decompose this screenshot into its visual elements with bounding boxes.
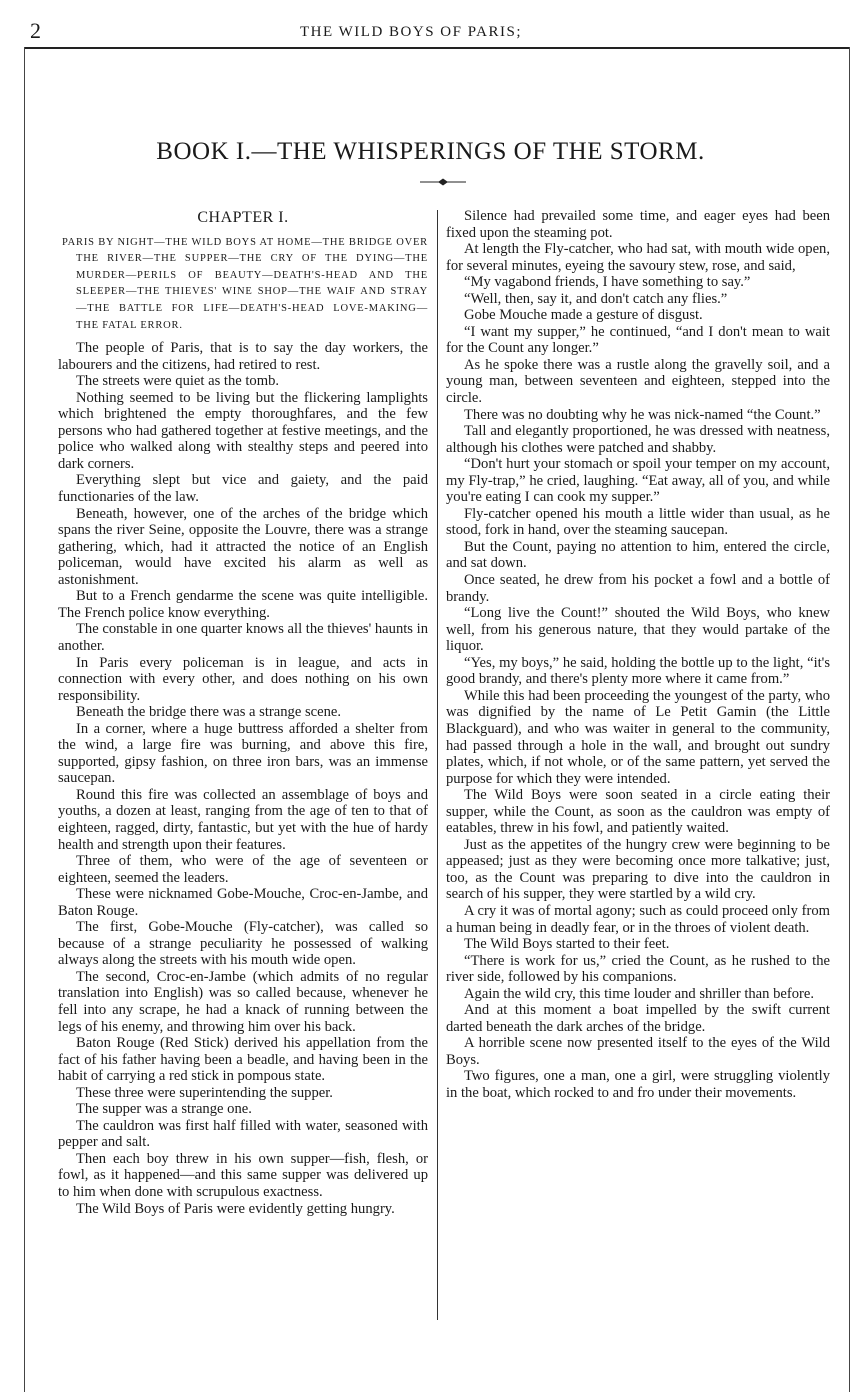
chapter-synopsis: PARIS BY NIGHT—THE WILD BOYS AT HOME—THE BRIDGE OVER THE RIVER—THE SUPPER—THE CRY OF THE DYING—THE MURDER—PERILS OF BEAUTY—DEATH'S-HEAD AND THE SLEEPER—THE THIEVES' WINE SHOP—THE WAIF AND STRAY—THE BATTLE FOR LIFE—DEATH'S-HEAD LOVE-MAKING—THE FATAL ERROR. <box>62 236 428 331</box>
paragraph: “Well, then, say it, and don't catch any flies.” <box>464 290 728 307</box>
column-divider <box>437 210 438 1320</box>
paragraph: Once seated, he drew from his pocket a fowl and a bottle of brandy. <box>446 572 830 605</box>
paragraph: The first, Gobe-Mouche (Fly-catcher), was called so because of a strange peculiarity he possessed of walking always along the streets with his mouth wide open. <box>58 919 428 969</box>
paragraph: These three were superintending the supper. <box>76 1084 333 1101</box>
paragraph: In a corner, where a huge buttress afforded a shelter from the wind, a large fire was burning, and above this fire, supported, gipsy fashion, on three iron bars, was an immense saucepan. <box>58 720 428 787</box>
paragraph: Then each boy threw in his own supper—fish, flesh, or fowl, as it happened—and this same supper was delivered up to him when done with scrupulous exactness. <box>58 1150 428 1200</box>
running-title: THE WILD BOYS OF PARIS; <box>300 24 523 40</box>
paragraph: Round this fire was collected an assemblage of boys and youths, a dozen at least, ranging from the age of ten to that of eighteen, ragged, dirty, fantastic, but yet with the hue of hardy health and strength upon their features. <box>58 786 428 853</box>
paragraph: At length the Fly-catcher, who had sat, with mouth wide open, for several minutes, eyeing the savoury stew, rose, and said, <box>446 241 830 274</box>
paragraph: But the Count, paying no attention to him, entered the circle, and sat down. <box>446 538 830 572</box>
paragraph: A cry it was of mortal agony; such as could proceed only from a human being in deadly fear, or in the throes of violent death. <box>446 902 830 936</box>
paragraph: Beneath, however, one of the arches of the bridge which spans the river Seine, opposite the Louvre, there was a strange gathering, which, had it attracted the notice of an English policeman, would have excited his alarm as well as astonishment. <box>58 505 428 588</box>
paragraph: The streets were quiet as the tomb. <box>76 373 280 390</box>
paragraph: Tall and elegantly proportioned, he was dressed with neatness, although his clothes were patched and shabby. <box>446 423 830 456</box>
paragraph: In Paris every policeman is in league, and acts in connection with every other, and does nothing on his own responsibility. <box>58 654 428 704</box>
paragraph: The Wild Boys were soon seated in a circle eating their supper, while the Count, as soon as the cauldron was empty of eatables, threw in his fowl, and patiently waited. <box>446 787 830 837</box>
left-border <box>24 47 25 1392</box>
paragraph: The people of Paris, that is to say the day workers, the labourers and the citizens, had retired to rest. <box>58 340 428 373</box>
paragraph: The Wild Boys of Paris were evidently getting hungry. <box>76 1200 395 1217</box>
paragraph: Baton Rouge (Red Stick) derived his appellation from the fact of his father having been a beadle, and having been in the habit of carrying a red stick in pompous state. <box>58 1035 428 1085</box>
paragraph: A horrible scene now presented itself to the eyes of the Wild Boys. <box>446 1035 830 1068</box>
paragraph: “Don't hurt your stomach or spoil your temper on my account, my Fly-trap,” he cried, laughing. “Eat away, all of you, and while you're eating I can cook my supper.” <box>446 456 830 506</box>
paragraph: Everything slept but vice and gaiety, and the paid functionaries of the law. <box>58 472 428 506</box>
chapter-heading: CHAPTER I. <box>197 209 289 226</box>
paragraph: Three of them, who were of the age of seventeen or eighteen, seemed the leaders. <box>58 853 428 886</box>
paragraph: Gobe Mouche made a gesture of disgust. <box>464 307 703 324</box>
paragraph: Two figures, one a man, one a girl, were struggling violently in the boat, which rocked to and fro under their movements. <box>446 1068 830 1101</box>
paragraph: Nothing seemed to be living but the flickering lamplights which brightened the empty thoroughfares, and the few persons who had gathered together at festive meetings, and the police who walked along with stealthy steps and peered into dark corners. <box>58 389 428 472</box>
paragraph: Again the wild cry, this time louder and shriller than before. <box>464 985 815 1002</box>
header-rule <box>24 47 849 49</box>
paragraph: Silence had prevailed some time, and eager eyes had been fixed upon the steaming pot. <box>446 208 830 241</box>
paragraph: Just as the appetites of the hungry crew were beginning to be appeased; just as they were becoming once more talkative; just, too, as the Count was preparing to dive into the cauldron in search of his supper, they were startled by a wild cry. <box>446 836 830 903</box>
paragraph: “My vagabond friends, I have something to say.” <box>464 274 751 291</box>
paragraph: As he spoke there was a rustle along the gravelly soil, and a young man, between seventeen and eighteen, stepped into the circle. <box>446 356 830 407</box>
left-column <box>58 210 428 1217</box>
paragraph: The supper was a strange one. <box>76 1101 252 1118</box>
paragraph: The cauldron was first half filled with water, seasoned with pepper and salt. <box>58 1117 428 1151</box>
paragraph: The second, Croc-en-Jambe (which admits of no regular translation into English) was so called because, whenever he fell into any scrape, he had a knack of running between the legs of his enemy, and throwing him over his back. <box>58 968 428 1035</box>
paragraph: There was no doubting why he was nick-named “the Count.” <box>464 406 821 423</box>
right-border <box>849 47 850 1392</box>
ornament-divider <box>420 178 466 186</box>
paragraph: “There is work for us,” cried the Count, as he rushed to the river side, followed by his companions. <box>446 952 830 986</box>
paragraph: “I want my supper,” he continued, “and I don't mean to wait for the Count any longer.” <box>446 323 830 357</box>
paragraph: And at this moment a boat impelled by the swift current darted beneath the dark arches of the bridge. <box>446 1002 830 1035</box>
paragraph: Beneath the bridge there was a strange scene. <box>76 704 342 721</box>
paragraph: The constable in one quarter knows all the thieves' haunts in another. <box>58 621 428 654</box>
paragraph: These were nicknamed Gobe-Mouche, Croc-en-Jambe, and Baton Rouge. <box>58 886 428 919</box>
paragraph: “Long live the Count!” shouted the Wild Boys, who knew well, from his generous nature, that they would partake of the liquor. <box>446 605 830 655</box>
paragraph: The Wild Boys started to their feet. <box>464 936 670 953</box>
right-column <box>446 208 830 1102</box>
book-title: BOOK I.—THE WHISPERINGS OF THE STORM. <box>156 138 705 165</box>
paragraph: “Yes, my boys,” he said, holding the bottle up to the light, “it's good brandy, and there's plenty more where it came from.” <box>446 654 830 688</box>
page-number: 2 <box>30 18 41 43</box>
paragraph: While this had been proceeding the youngest of the party, who was dignified by the name of Le Petit Gamin (the Little Blackguard), and who was waiter in general to the community, had passed through a hole in the wall, and brought out sundry plates, which, if not whole, or of the same pattern, yet served the purpose for which they were intended. <box>446 687 830 787</box>
paragraph: But to a French gendarme the scene was quite intelligible. The French police know everything. <box>58 588 428 621</box>
paragraph: Fly-catcher opened his mouth a little wider than usual, as he stood, fork in hand, over the steaming saucepan. <box>446 505 830 539</box>
